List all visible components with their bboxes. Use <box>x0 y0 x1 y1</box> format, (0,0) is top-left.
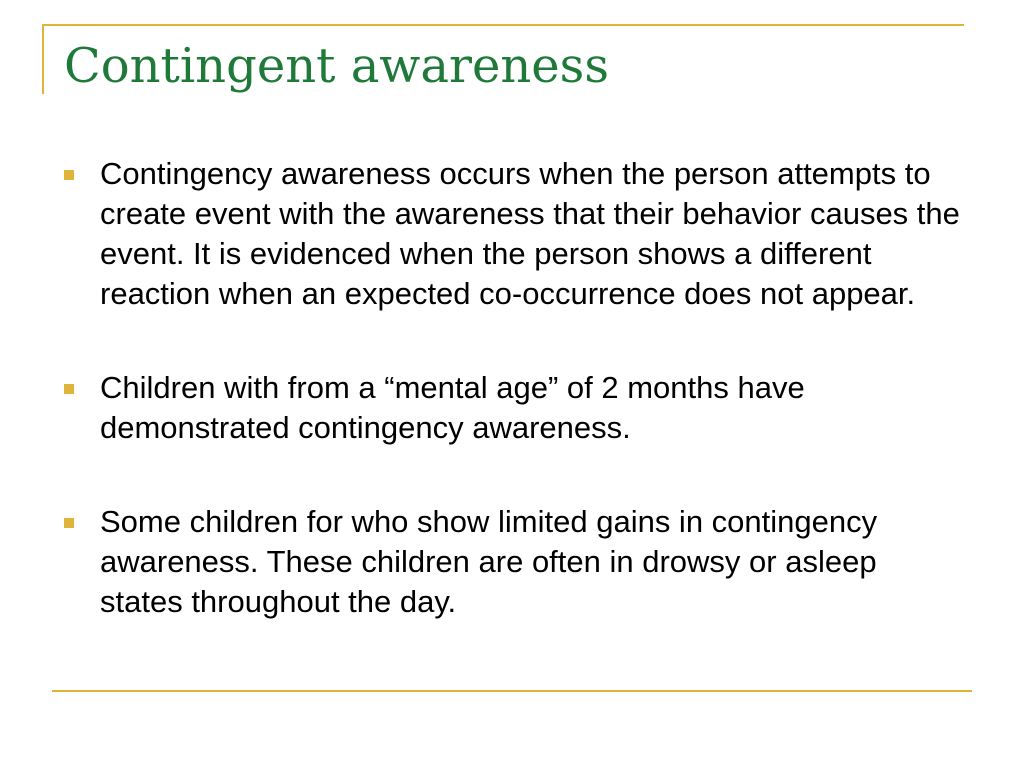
footer-divider <box>52 690 972 692</box>
bullet-text: Some children for who show limited gains in contingency awareness. These children are often in drowsy or asleep states throughout the day. <box>100 504 878 619</box>
bullet-item <box>64 368 964 448</box>
bullet-list <box>64 154 964 676</box>
slide-title: Contingent awareness <box>64 38 609 94</box>
top-frame-line <box>42 24 964 26</box>
bullet-text: Children with from a “mental age” of 2 months have demonstrated contingency awareness. <box>100 370 805 445</box>
bullet-item <box>64 154 964 314</box>
bullet-item <box>64 502 964 622</box>
square-bullet-icon <box>64 170 74 180</box>
square-bullet-icon <box>64 518 74 528</box>
square-bullet-icon <box>64 384 74 394</box>
left-frame-line <box>42 24 44 94</box>
bullet-text: Contingency awareness occurs when the person attempts to create event with the awareness that their behavior causes the event. It is evidenced when the person shows a different reaction when an expected co-occurrence does not appear. <box>100 156 960 311</box>
